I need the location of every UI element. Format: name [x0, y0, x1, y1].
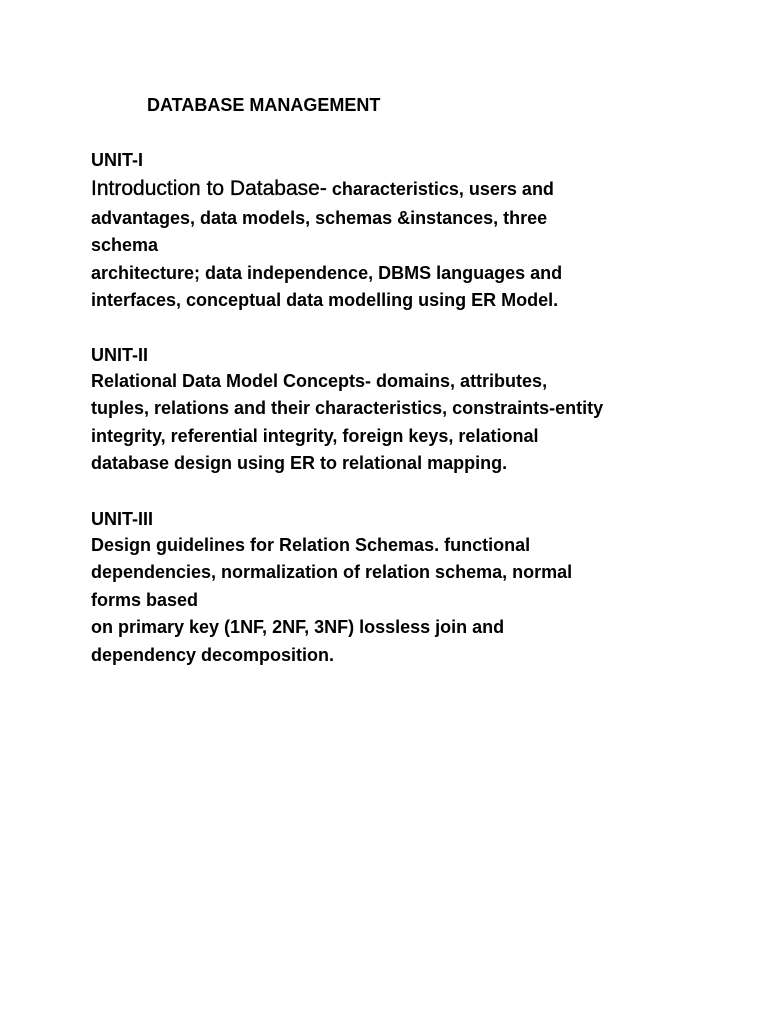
unit-1-body: [91, 173, 751, 315]
unit-1-line-4: architecture; data independence, DBMS languages and: [91, 262, 563, 283]
unit-3-line-4: on primary key (1NF, 2NF, 3NF) lossless join and: [91, 617, 505, 638]
unit-3-section: [91, 506, 751, 669]
unit-2-heading: UNIT-II: [91, 345, 148, 365]
unit-3-line-2: dependencies, normalization of relation schema, normal: [91, 562, 573, 583]
unit-1-section: [91, 147, 751, 315]
unit-3-line-3: forms based: [91, 589, 199, 610]
unit-1-line-5: interfaces, conceptual data modelling using ER Model.: [91, 290, 559, 311]
unit-3-line-1: Design guidelines for Relation Schemas. functional: [91, 535, 531, 555]
unit-2-section: [91, 342, 751, 478]
unit-2-line-4: database design using ER to relational mapping.: [91, 453, 508, 474]
unit-3-heading: UNIT-III: [91, 509, 153, 529]
unit-2-line-2: tuples, relations and their characteristics, constraints-entity: [91, 398, 604, 419]
unit-2-line-3: integrity, referential integrity, foreign keys, relational: [91, 425, 539, 446]
unit-2-body: [91, 368, 751, 478]
unit-3-line-5: dependency decomposition.: [91, 644, 335, 665]
unit-1-line-3: schema: [91, 235, 159, 256]
unit-1-lead-text: Introduction to Database-: [91, 177, 327, 200]
unit-1-heading: UNIT-I: [91, 150, 143, 170]
unit-2-line-1: Relational Data Model Concepts- domains, attributes,: [91, 371, 548, 391]
document-title: DATABASE MANAGEMENT: [147, 95, 381, 115]
unit-3-body: [91, 532, 751, 669]
unit-1-line-2: advantages, data models, schemas &instances, three: [91, 208, 548, 228]
unit-1-line-1-text: characteristics, users and: [326, 179, 554, 199]
unit-1-line-1: [91, 173, 751, 205]
